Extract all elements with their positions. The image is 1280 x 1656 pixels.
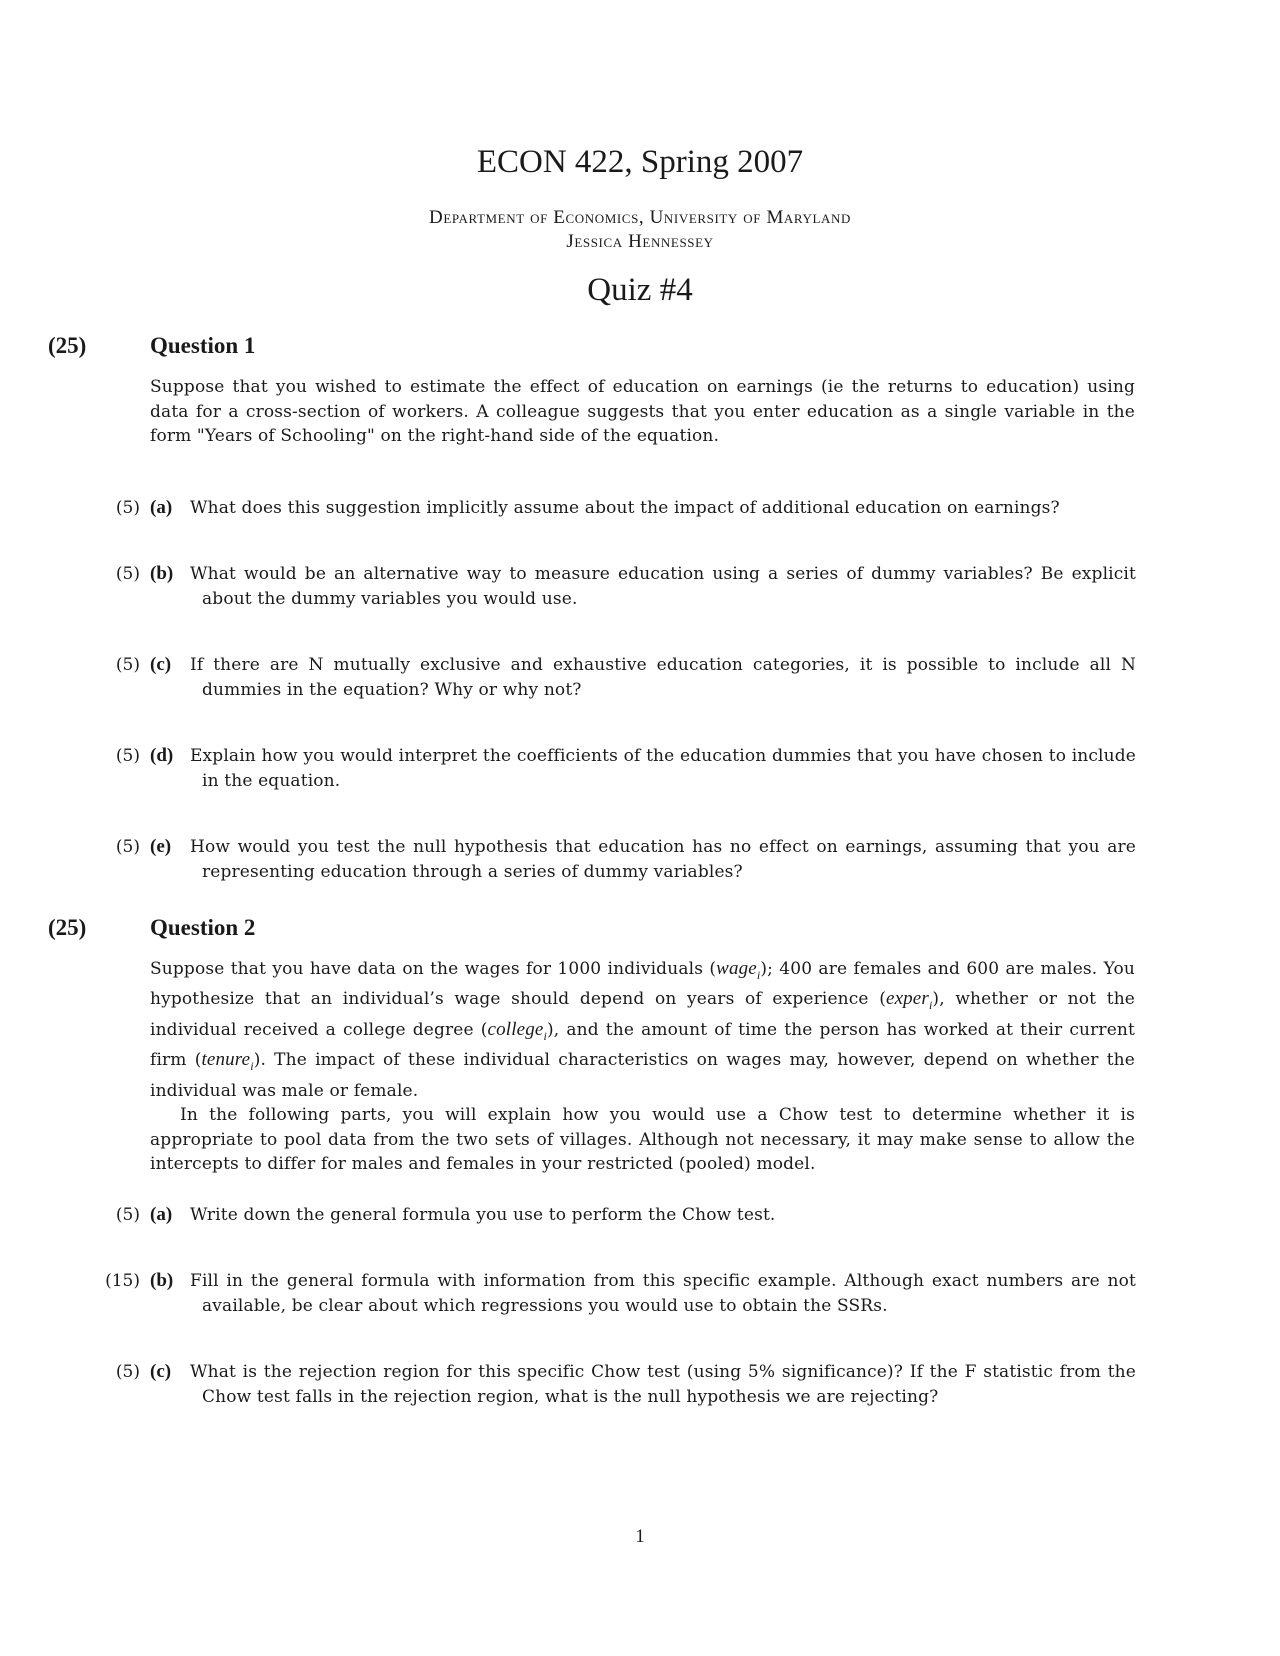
q1-part-d bbox=[100, 744, 1136, 793]
variable-wage-subscript: i bbox=[756, 967, 761, 982]
q1-part-e-letter: (e) bbox=[150, 836, 172, 857]
variable-wage bbox=[716, 958, 761, 982]
question-2-intro bbox=[150, 957, 1135, 1177]
variable-tenure-subscript: i bbox=[250, 1058, 254, 1073]
q2-part-b bbox=[100, 1269, 1136, 1318]
q1-part-a-letter: (a) bbox=[150, 497, 173, 518]
q2-part-a-points: (5) bbox=[115, 1205, 140, 1225]
question-1-title: Question 1 bbox=[150, 333, 256, 358]
intro-text-segment: Suppose that you have data on the wages for 1000 individuals ( bbox=[150, 959, 717, 979]
q1-part-b-letter: (b) bbox=[150, 563, 174, 584]
q1-part-c-text: If there are N mutually exclusive and exhaustive education categories, it is possible to include all N dummies in the equation? Why or why not? bbox=[190, 655, 1136, 700]
q2-part-a-letter: (a) bbox=[150, 1204, 173, 1225]
q1-part-a-points: (5) bbox=[115, 498, 140, 518]
variable-college-subscript: i bbox=[543, 1028, 547, 1043]
question-1-points: (25) bbox=[48, 333, 87, 358]
question-2-points: (25) bbox=[48, 915, 87, 940]
q1-part-d-text: Explain how you would interpret the coefficients of the education dummies that you have chosen to include in the equation. bbox=[190, 746, 1136, 791]
question-2-intro-paragraph bbox=[150, 957, 1135, 1103]
q1-part-d-points: (5) bbox=[115, 746, 140, 766]
intro-text-segment: ), and the amount of time the person has worked at their current firm ( bbox=[150, 1019, 1135, 1071]
author-line: Jessica Hennessey bbox=[566, 231, 714, 252]
question-1-intro-text: Suppose that you wished to estimate the effect of education on earnings (ie the returns to education) using data for a cross-section of workers. A colleague suggests that you enter education as a single variable in the form "Years of Schooling" on the right-hand side of the equation. bbox=[150, 377, 1135, 447]
q1-part-b-points: (5) bbox=[115, 564, 140, 584]
q1-part-d-letter: (d) bbox=[150, 745, 174, 766]
q2-part-b-text: Fill in the general formula with information from this specific example. Although exact numbers are not available, be clear about which regressions you would use to obtain the SSRs. bbox=[190, 1271, 1136, 1316]
q1-part-c bbox=[100, 653, 1136, 702]
q1-part-a-text: What does this suggestion implicitly assume about the impact of additional education on earnings? bbox=[190, 498, 1060, 518]
q2-part-c-points: (5) bbox=[115, 1362, 140, 1382]
q1-part-e-text: How would you test the null hypothesis that education has no effect on earnings, assuming that you are representing education through a series of dummy variables? bbox=[190, 837, 1136, 882]
intro-text-segment: ), whether or not the individual received a college degree ( bbox=[150, 989, 1135, 1040]
q2-part-b-letter: (b) bbox=[150, 1270, 174, 1291]
variable-exper-subscript: i bbox=[928, 998, 933, 1013]
page-number: 1 bbox=[635, 1526, 645, 1547]
q1-part-b-text: What would be an alternative way to measure education using a series of dummy variables? Be explicit about the dummy variables you would use. bbox=[190, 564, 1136, 609]
q1-part-c-points: (5) bbox=[115, 655, 140, 675]
question-2-title: Question 2 bbox=[150, 915, 256, 940]
variable-exper-name: exper bbox=[885, 988, 929, 1010]
q2-part-a-text: Write down the general formula you use to perform the Chow test. bbox=[190, 1205, 776, 1225]
q2-part-b-points: (15) bbox=[105, 1271, 140, 1291]
q1-part-e bbox=[100, 835, 1136, 884]
q1-part-a bbox=[100, 496, 1136, 521]
quiz-title: Quiz #4 bbox=[587, 272, 693, 308]
variable-college-name: college bbox=[487, 1018, 544, 1040]
q1-part-c-letter: (c) bbox=[150, 654, 172, 675]
question-1-intro bbox=[150, 375, 1135, 449]
variable-tenure-name: tenure bbox=[201, 1049, 251, 1071]
q2-part-c-letter: (c) bbox=[150, 1361, 172, 1382]
q2-part-a bbox=[100, 1203, 1136, 1228]
q1-part-b bbox=[100, 562, 1136, 611]
intro-text-segment: ); 400 are females and 600 are males. You hypothesize that an individual’s wage should depend on years of experience ( bbox=[150, 959, 1135, 1010]
question-2-intro-paragraph-2: In the following parts, you will explain how you would use a Chow test to determine whether it is appropriate to pool data from the two sets of villages. Although not necessary, it may make sense to allow the intercepts to differ for males and females in your restricted (pooled) model. bbox=[150, 1105, 1135, 1175]
variable-exper bbox=[885, 988, 933, 1013]
department-line: Department of Economics, University of Maryland bbox=[429, 207, 851, 228]
variable-college bbox=[487, 1018, 547, 1043]
q2-part-c bbox=[100, 1360, 1136, 1409]
q1-part-e-points: (5) bbox=[115, 837, 140, 857]
variable-tenure bbox=[201, 1049, 254, 1073]
q2-part-c-text: What is the rejection region for this specific Chow test (using 5% significance)? If the F statistic from the Chow test falls in the rejection region, what is the null hypothesis we are rejecting? bbox=[190, 1362, 1136, 1407]
variable-wage-name: wage bbox=[716, 958, 757, 979]
course-title: ECON 422, Spring 2007 bbox=[476, 144, 804, 180]
intro-text-segment: ). The impact of these individual characteristics on wages may, however, depend on whether the individual was male or female. bbox=[150, 1050, 1135, 1101]
